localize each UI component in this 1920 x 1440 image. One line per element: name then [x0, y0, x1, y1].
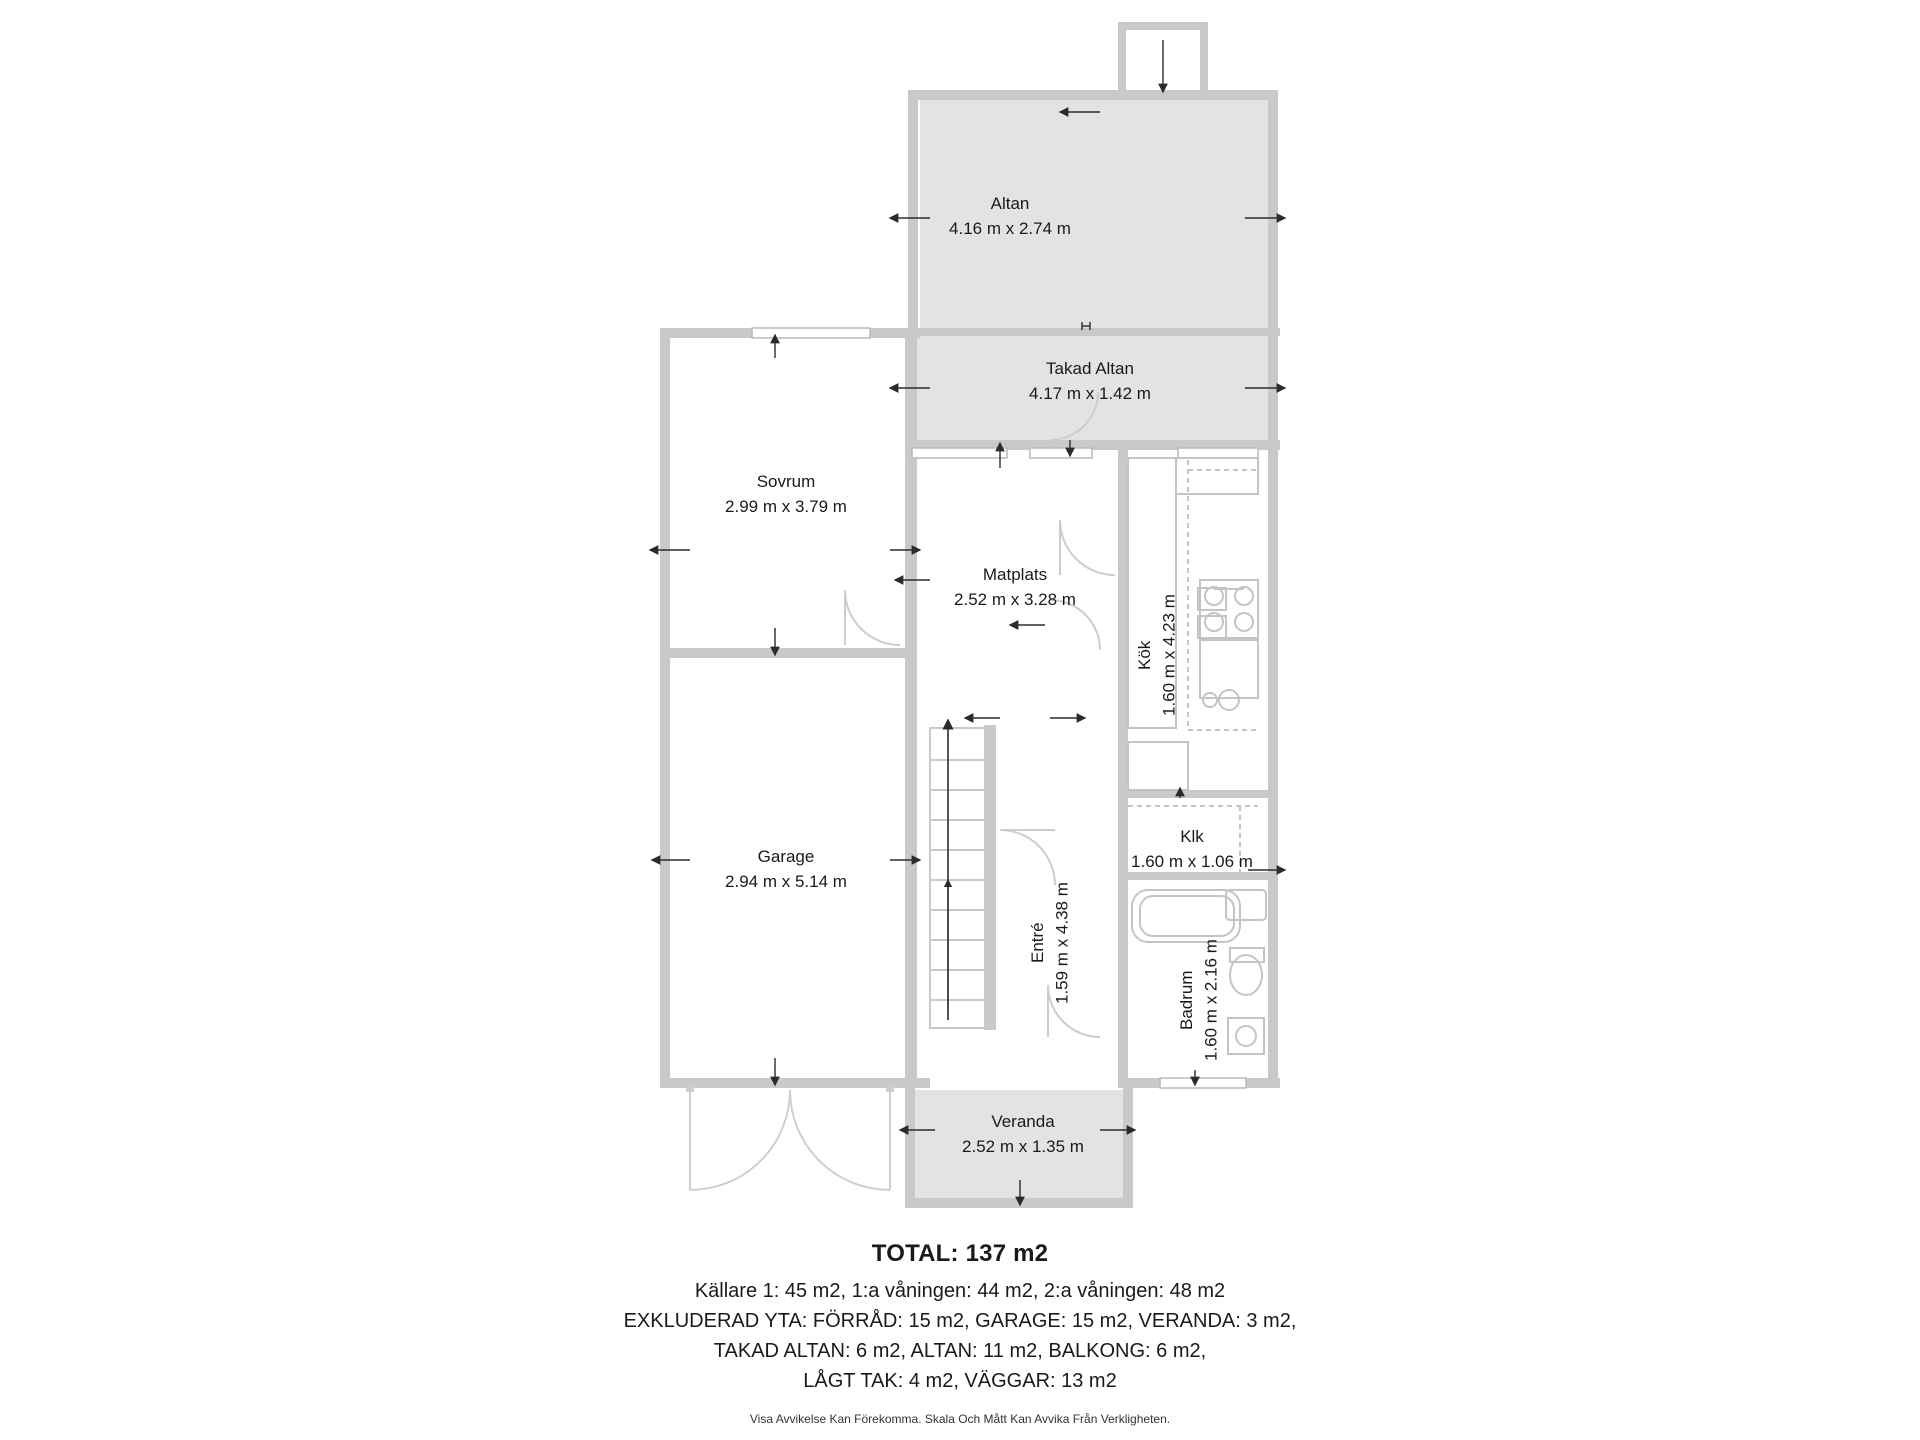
- summary-line-2: EXKLUDERAD YTA: FÖRRÅD: 15 m2, GARAGE: 15 m2, VERANDA: 3 m2,: [623, 1310, 1297, 1332]
- room-dimensions: 2.99 m x 3.79 m: [725, 496, 847, 516]
- room-name: Badrum: [1177, 970, 1196, 1030]
- summary-line-4: LÅGT TAK: 4 m2, VÄGGAR: 13 m2: [803, 1370, 1117, 1392]
- room-dimensions: 4.17 m x 1.42 m: [1029, 383, 1151, 403]
- summary-footer: [0, 1240, 1920, 1426]
- room-dimensions: 2.94 m x 5.14 m: [725, 871, 847, 891]
- total-area: TOTAL: 137 m2: [871, 1240, 1049, 1267]
- room-name: Garage: [757, 847, 815, 866]
- room-dimensions: 2.52 m x 3.28 m: [954, 589, 1076, 609]
- bathroom-fixtures: [1132, 890, 1266, 1054]
- garage-door: [686, 1086, 894, 1190]
- room-name: Matplats: [982, 565, 1048, 584]
- summary-line-3: TAKAD ALTAN: 6 m2, ALTAN: 11 m2, BALKONG: 6 m2,: [713, 1340, 1207, 1362]
- room-dimensions: 4.16 m x 2.74 m: [949, 218, 1071, 238]
- room-name: Klk: [1180, 827, 1204, 846]
- room-name: Sovrum: [756, 472, 816, 491]
- closet-fixtures: [1128, 806, 1258, 872]
- room-name: Kök: [1135, 640, 1154, 670]
- kitchen-fixtures: [1128, 458, 1258, 790]
- room-name: Veranda: [991, 1112, 1055, 1131]
- room-name: Takad Altan: [1046, 359, 1134, 378]
- room-name: Altan: [990, 194, 1030, 213]
- room-dimensions: 1.60 m x 4.23 m: [1159, 594, 1179, 716]
- disclaimer-text: Visa Avvikelse Kan Förekomma. Skala Och Mått Kan Avvika Från Verkligheten.: [749, 1412, 1171, 1426]
- staircase: [930, 720, 996, 1030]
- room-dimensions: 2.52 m x 1.35 m: [962, 1136, 1084, 1156]
- summary-line-1: Källare 1: 45 m2, 1:a våningen: 44 m2, 2:a våningen: 48 m2: [694, 1280, 1226, 1302]
- room-dimensions: 1.60 m x 1.06 m: [1131, 851, 1253, 871]
- room-name: Entré: [1028, 922, 1047, 964]
- room-dimensions: 1.59 m x 4.38 m: [1052, 882, 1072, 1004]
- room-dimensions: 1.60 m x 2.16 m: [1201, 939, 1221, 1061]
